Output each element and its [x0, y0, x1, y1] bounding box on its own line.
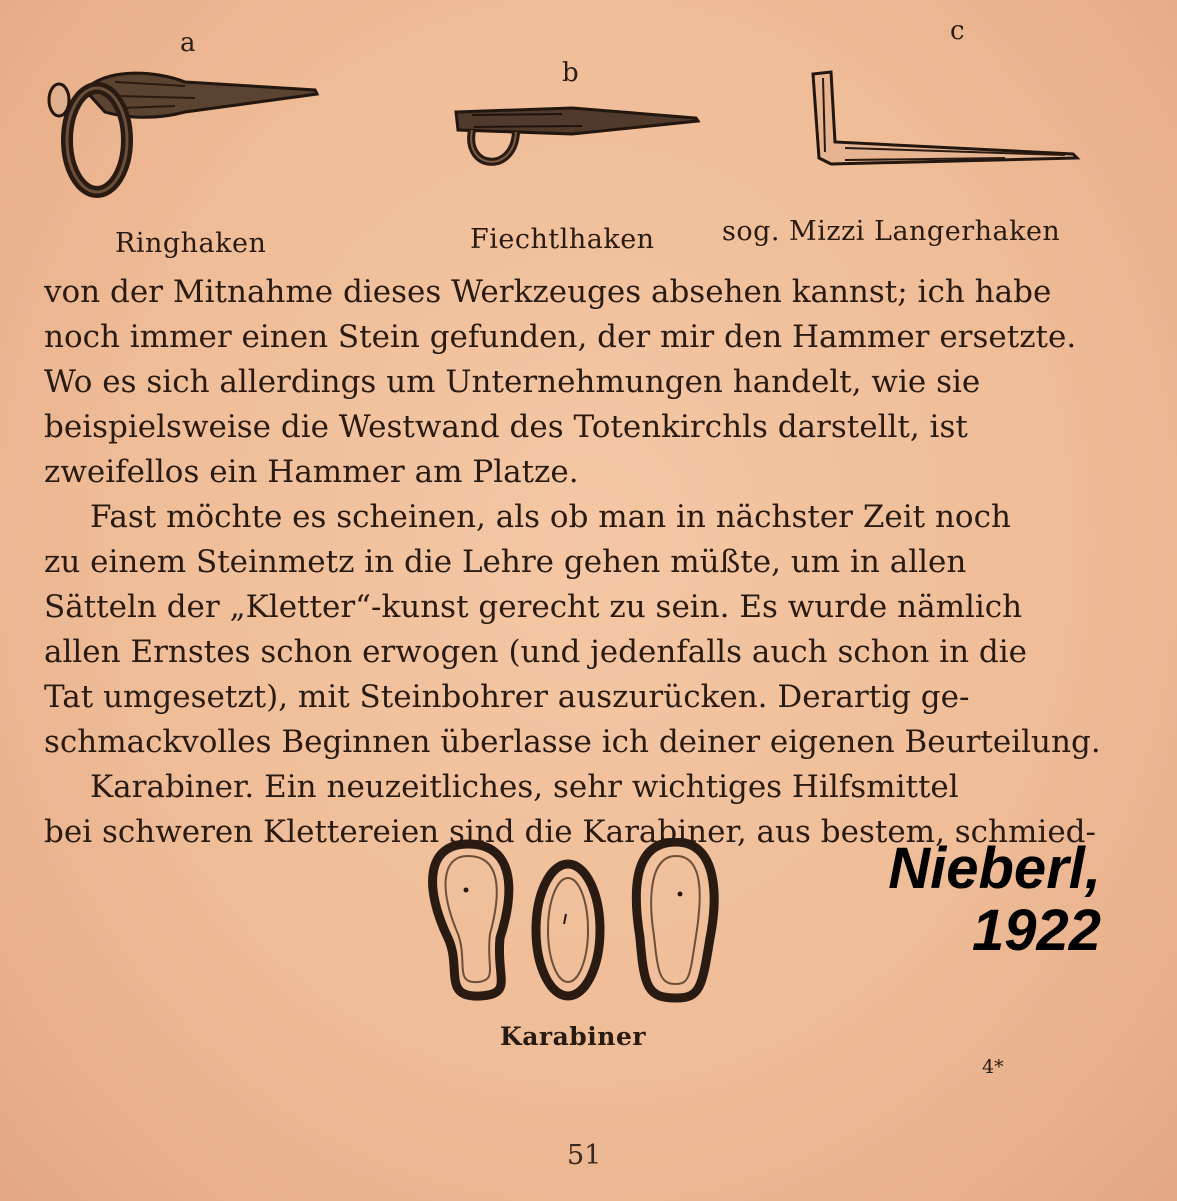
text-line: Tat umgesetzt), mit Steinbohrer auszurücken. Derartig ge- — [44, 679, 970, 715]
signature-mark: 4* — [982, 1056, 1004, 1078]
langerhaken-illustration — [805, 68, 1083, 173]
text-line: zweifellos ein Hammer am Platze. — [44, 454, 579, 490]
text-line: bei schweren Klettereien sind die Karabiner, aus bestem, schmied- — [44, 814, 1096, 850]
karabiner-illustration — [418, 838, 723, 1008]
langerhaken-caption: sog. Mizzi Langerhaken — [722, 216, 1061, 247]
text-line: Fast möchte es scheinen, als ob man in nächster Zeit noch — [90, 499, 1011, 535]
fiechtlhaken-caption: Fiechtlhaken — [470, 224, 655, 255]
figure-letter-a: a — [180, 28, 196, 58]
text-line: von der Mitnahme dieses Werkzeuges absehen kannst; ich habe — [44, 274, 1052, 310]
body-text — [44, 270, 1112, 855]
author-year-stamp — [888, 838, 1101, 962]
stamp-year: 1922 — [971, 898, 1101, 963]
stamp-author: Nieberl, — [888, 836, 1101, 901]
karabiner-caption: Karabiner — [500, 1022, 647, 1051]
ringhaken-illustration — [45, 60, 320, 200]
text-line: beispielsweise die Westwand des Totenkirchls darstellt, ist — [44, 409, 968, 445]
fiechtlhaken-illustration — [452, 100, 702, 175]
text-line: zu einem Steinmetz in die Lehre gehen müßte, um in allen — [44, 544, 967, 580]
text-line: Karabiner. Ein neuzeitliches, sehr wichtiges Hilfsmittel — [90, 769, 959, 805]
page-number: 51 — [567, 1140, 602, 1171]
figure-letter-b: b — [562, 58, 579, 88]
text-line: allen Ernstes schon erwogen (und jedenfalls auch schon in die — [44, 634, 1028, 670]
text-line: schmackvolles Beginnen überlasse ich deiner eigenen Beurteilung. — [44, 724, 1101, 760]
text-line: Sätteln der „Kletter“-kunst gerecht zu sein. Es wurde nämlich — [44, 589, 1023, 625]
text-line: noch immer einen Stein gefunden, der mir den Hammer ersetzte. — [44, 319, 1077, 355]
ringhaken-caption: Ringhaken — [115, 228, 267, 259]
text-line: Wo es sich allerdings um Unternehmungen handelt, wie sie — [44, 364, 981, 400]
figure-letter-c: c — [950, 16, 965, 46]
